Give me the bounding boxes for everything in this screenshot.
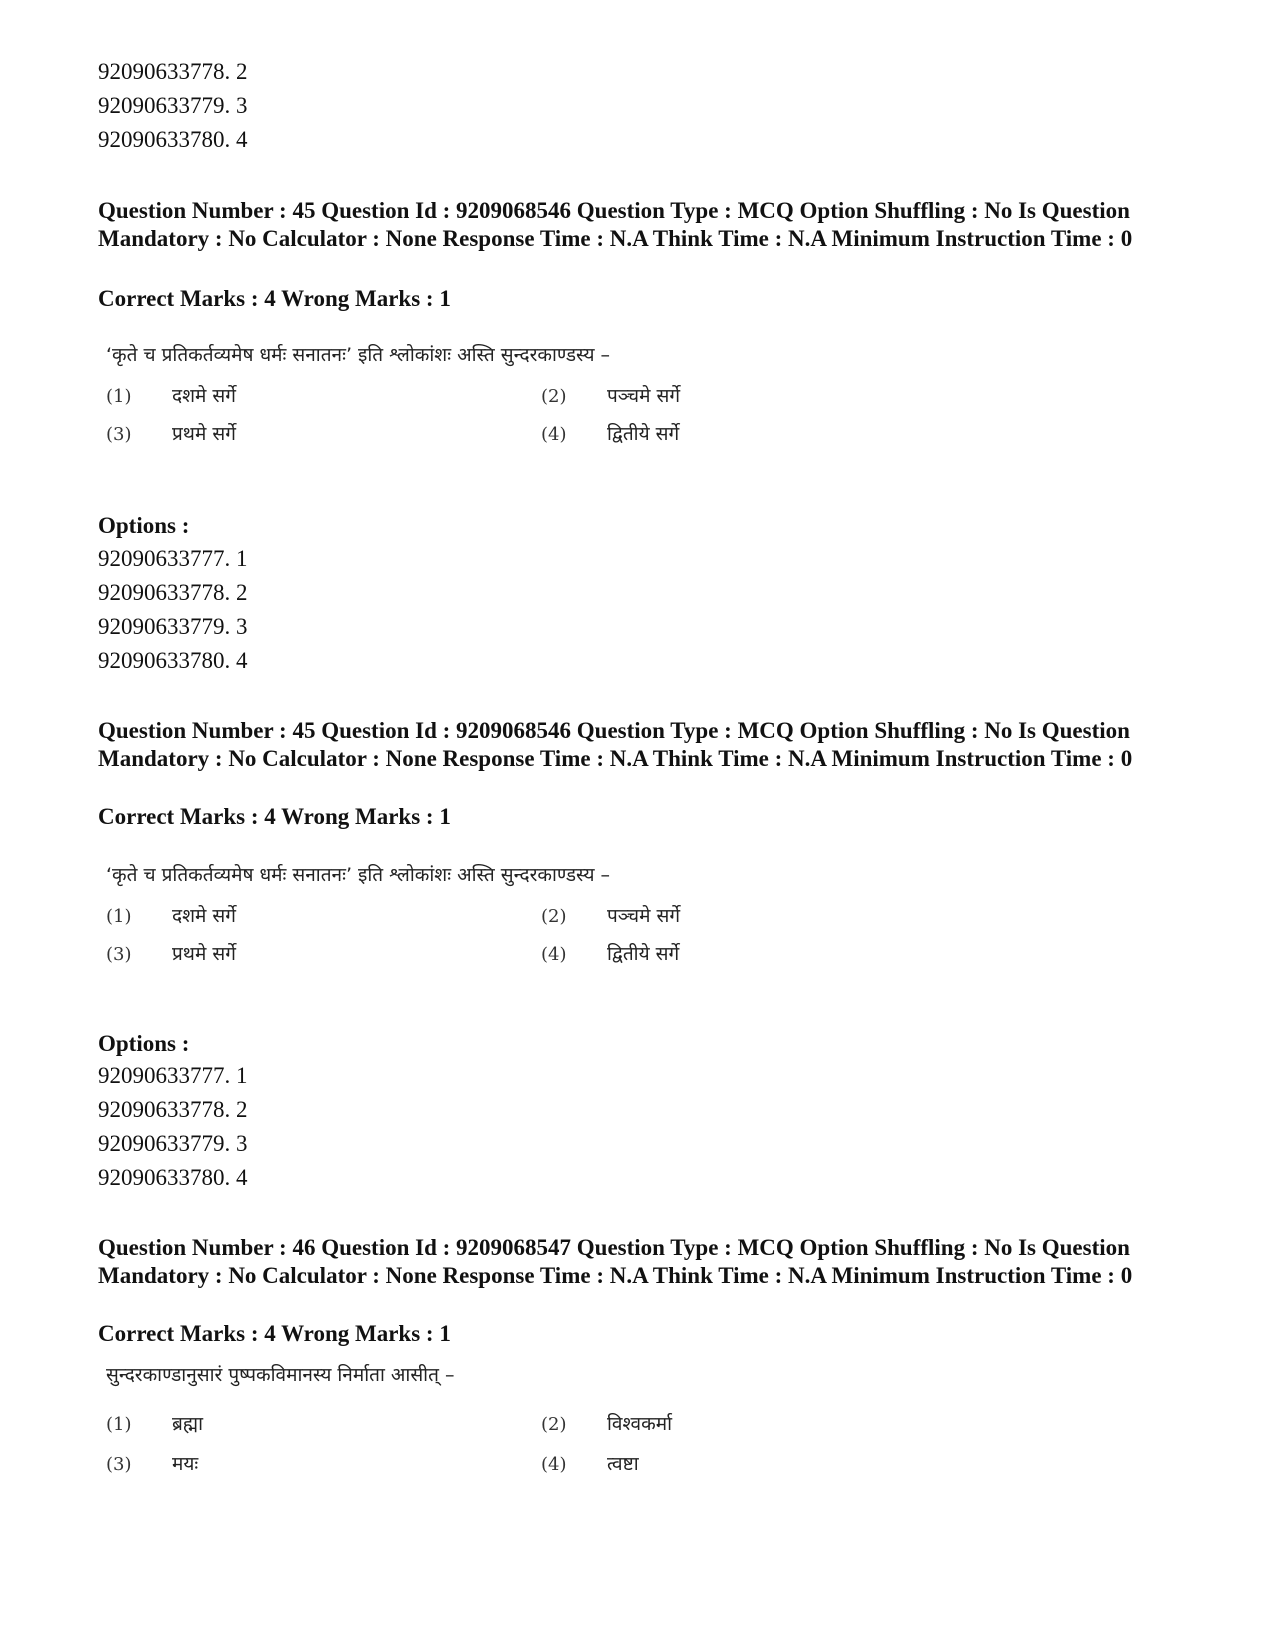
option-line: 92090633778. 2 — [98, 1097, 248, 1122]
question-header: Question Number : 45 Question Id : 9209068546 Question Type : MCQ Option Shuffling : No Is Question Mandatory : No Calculator : None Response Time : N.A Think Time : N.A Minimum Instruction Time : 0 — [98, 198, 1133, 251]
option-line: 92090633779. 3 — [98, 614, 248, 639]
question-text: सुन्दरकाण्डानुसारं पुष्पकविमानस्य निर्माता आसीत् – — [106, 1364, 455, 1386]
choice-1: (1) दशमे सर्गे — [106, 385, 236, 407]
choice-2: (2) पञ्चमे सर्गे — [541, 905, 681, 927]
choice-grid — [98, 382, 698, 462]
choice-3: (3) मयः — [106, 1453, 199, 1475]
option-line: 92090633777. 1 — [98, 546, 248, 571]
question-image — [98, 342, 698, 462]
option-line: 92090633779. 3 — [98, 93, 248, 118]
choice-4: (4) त्वष्टा — [541, 1453, 639, 1475]
choice-4: (4) द्वितीये सर्गे — [541, 943, 680, 965]
question-header: Question Number : 46 Question Id : 9209068547 Question Type : MCQ Option Shuffling : No Is Question Mandatory : No Calculator : None Response Time : N.A Think Time : N.A Minimum Instruction Time : 0 — [98, 1235, 1133, 1288]
option-line: 92090633780. 4 — [98, 648, 248, 673]
question-image — [98, 1362, 698, 1490]
choice-1: (1) दशमे सर्गे — [106, 905, 236, 927]
choice-3: (3) प्रथमे सर्गे — [106, 943, 236, 965]
choice-4: (4) द्वितीये सर्गे — [541, 423, 680, 445]
options-label: Options : — [98, 1031, 190, 1056]
option-line: 92090633778. 2 — [98, 580, 248, 605]
question-image — [98, 862, 698, 982]
marks-line: Correct Marks : 4 Wrong Marks : 1 — [98, 804, 451, 829]
option-line: 92090633780. 4 — [98, 1165, 248, 1190]
option-line: 92090633777. 1 — [98, 1063, 248, 1088]
choice-2: (2) पञ्चमे सर्गे — [541, 385, 681, 407]
options-list — [98, 542, 248, 678]
question-text: ‘कृते च प्रतिकर्तव्यमेष धर्मः सनातनः’ इति श्लोकांशः अस्ति सुन्दरकाण्डस्य – — [106, 344, 611, 366]
question-text: ‘कृते च प्रतिकर्तव्यमेष धर्मः सनातनः’ इति श्लोकांशः अस्ति सुन्दरकाण्डस्य – — [106, 864, 611, 886]
options-list — [98, 55, 248, 157]
choice-2: (2) विश्वकर्मा — [541, 1413, 672, 1435]
question-header: Question Number : 45 Question Id : 9209068546 Question Type : MCQ Option Shuffling : No Is Question Mandatory : No Calculator : None Response Time : N.A Think Time : N.A Minimum Instruction Time : 0 — [98, 718, 1133, 771]
marks-line: Correct Marks : 4 Wrong Marks : 1 — [98, 1321, 451, 1346]
choice-grid — [98, 902, 698, 982]
options-list — [98, 1059, 248, 1195]
choice-grid — [98, 1410, 698, 1490]
options-label: Options : — [98, 513, 190, 538]
choice-3: (3) प्रथमे सर्गे — [106, 423, 236, 445]
choice-1: (1) ब्रह्मा — [106, 1413, 203, 1435]
option-line: 92090633779. 3 — [98, 1131, 248, 1156]
marks-line: Correct Marks : 4 Wrong Marks : 1 — [98, 286, 451, 311]
option-line: 92090633778. 2 — [98, 59, 248, 84]
option-line: 92090633780. 4 — [98, 127, 248, 152]
